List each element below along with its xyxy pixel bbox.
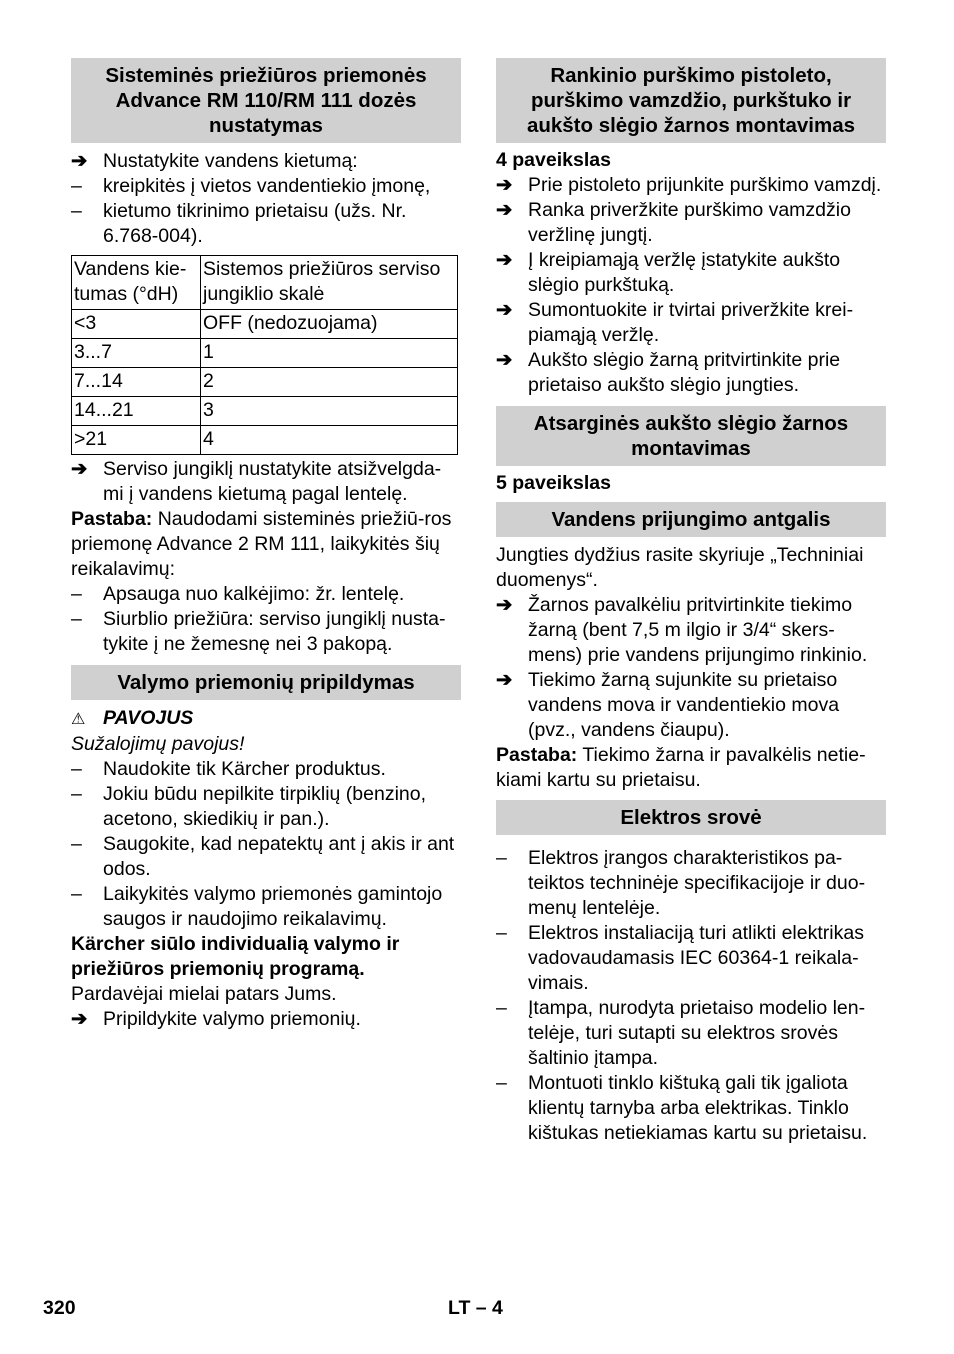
paragraph: Jungties dydžius rasite skyriuje „Techniniai duomenys“. xyxy=(496,544,864,591)
instruction-step: ➔ Ranka priveržkite purškimo vamzdžio veržlinę jungtį. xyxy=(496,199,851,246)
arrow-icon: ➔ xyxy=(496,199,513,221)
list-item: – Laikykitės valymo priemonės gamintojo saugos ir naudojimo reikalavimų. xyxy=(71,883,443,930)
warning-icon: ⚠ xyxy=(71,711,86,728)
list-item: – Siurblio priežiūra: serviso jungiklį nusta-tykite į ne žemesnę nei 3 pakopą. xyxy=(71,608,446,655)
section-marker: LT – 4 xyxy=(448,1297,503,1319)
dash-bullet: – xyxy=(71,175,82,197)
table-row: 7...14 2 xyxy=(72,368,458,397)
arrow-icon: ➔ xyxy=(496,669,513,691)
section-title-spare-hose: Atsarginės aukšto slėgio žarnos montavimas xyxy=(496,406,886,466)
arrow-icon: ➔ xyxy=(496,349,513,371)
dash-bullet: – xyxy=(71,783,82,805)
arrow-icon: ➔ xyxy=(496,299,513,321)
arrow-icon: ➔ xyxy=(71,1008,88,1030)
instruction-step: ➔ Pripildykite valymo priemonių. xyxy=(71,1008,361,1030)
instruction-step: ➔ Serviso jungiklį nustatykite atsižvelgda-mi į vandens kietumą pagal lentelę. xyxy=(71,458,442,505)
list-item: – Įtampa, nurodyta prietaiso modelio len-telėje, turi sutapti su elektros srovės šaltinio įtampa. xyxy=(496,997,866,1069)
table-header-scale: Sistemos priežiūros serviso jungiklio skalė xyxy=(201,256,458,310)
note: Pastaba: Tiekimo žarna ir pavalkėlis netie-kiami kartu su prietaisu. xyxy=(496,744,866,791)
list-item: – Elektros instaliaciją turi atlikti elektrikas vadovaudamasis IEC 60364-1 reikala-vimais. xyxy=(496,922,864,994)
list-item: – kreipkitės į vietos vandentiekio įmonę, xyxy=(71,175,431,197)
dash-bullet: – xyxy=(71,608,82,630)
section-title-water-connection: Vandens prijungimo antgalis xyxy=(496,502,886,537)
dash-bullet: – xyxy=(71,883,82,905)
instruction-step: ➔ Žarnos pavalkėliu pritvirtinkite tiekimo žarną (bent 7,5 m ilgio ir 3/4“ skers-mens) prie vandens prijungimo rinkinio. xyxy=(496,594,868,666)
table-row: 14...21 3 xyxy=(72,397,458,426)
note: Pastaba: Naudodami sisteminės priežiū-ros priemonę Advance 2 RM 111, laikykitės šių reikalavimų: xyxy=(71,508,452,580)
right-column xyxy=(496,58,886,1146)
instruction-step: ➔ Nustatykite vandens kietumą: xyxy=(71,150,358,172)
table-row: >21 4 xyxy=(72,426,458,455)
dash-bullet: – xyxy=(71,758,82,780)
section-title-dosage: Sisteminės priežiūros priemonės Advance RM 110/RM 111 dozės nustatymas xyxy=(71,58,461,143)
bold-statement: Kärcher siūlo individualią valymo ir priežiūros priemonių programą. xyxy=(71,933,400,980)
instruction-step: ➔ Aukšto slėgio žarną pritvirtinkite prie prietaiso aukšto slėgio jungties. xyxy=(496,349,841,396)
list-item: – Montuoti tinklo kištuką gali tik įgaliota klientų tarnyba arba elektrikas. Tinklo kištukas netiekiamas kartu su prietaisu. xyxy=(496,1072,868,1144)
list-item: – Naudokite tik Kärcher produktus. xyxy=(71,758,386,780)
list-item: – Saugokite, kad nepatektų ant į akis ir ant odos. xyxy=(71,833,455,880)
figure-reference: 5 paveikslas xyxy=(496,472,611,494)
arrow-icon: ➔ xyxy=(71,150,88,172)
dash-bullet: – xyxy=(496,847,507,869)
section-title-electric: Elektros srovė xyxy=(496,800,886,835)
left-column xyxy=(71,58,461,1032)
hardness-table xyxy=(71,255,458,455)
arrow-icon: ➔ xyxy=(71,458,88,480)
warning-subtitle: Sužalojimų pavojus! xyxy=(71,733,245,755)
dash-bullet: – xyxy=(496,1072,507,1094)
page-number: 320 xyxy=(43,1297,76,1319)
dash-bullet: – xyxy=(496,922,507,944)
table-row: 3...7 1 xyxy=(72,339,458,368)
list-item: – Jokiu būdu nepilkite tirpiklių (benzino, acetono, skiedikių ir pan.). xyxy=(71,783,427,830)
section-title-assembly: Rankinio purškimo pistoleto, purškimo vamzdžio, purkštuko ir aukšto slėgio žarnos montavimas xyxy=(496,58,886,143)
arrow-icon: ➔ xyxy=(496,249,513,271)
list-item: – Apsauga nuo kalkėjimo: žr. lentelę. xyxy=(71,583,405,605)
instruction-step: ➔ Į kreipiamąją veržlę įstatykite aukšto slėgio purkštuką. xyxy=(496,249,841,296)
table-header-row xyxy=(72,256,458,310)
section-title-cleaning: Valymo priemonių pripildymas xyxy=(71,665,461,700)
dash-bullet: – xyxy=(496,997,507,1019)
table-row: <3 OFF (nedozuojama) xyxy=(72,310,458,339)
arrow-icon: ➔ xyxy=(496,174,513,196)
dash-bullet: – xyxy=(71,583,82,605)
list-item: – kietumo tikrinimo prietaisu (užs. Nr. 6.768-004). xyxy=(71,200,407,247)
figure-reference: 4 paveikslas xyxy=(496,149,611,171)
instruction-step: ➔ Tiekimo žarną sujunkite su prietaiso vandens mova ir vandentiekio mova (pvz., vandens čiaupu). xyxy=(496,669,840,741)
instruction-step: ➔ Prie pistoleto prijunkite purškimo vamzdį. xyxy=(496,174,882,196)
paragraph: Pardavėjai mielai patars Jums. xyxy=(71,983,337,1005)
table-header-hardness: Vandens kie-tumas (°dH) xyxy=(72,256,201,310)
arrow-icon: ➔ xyxy=(496,594,513,616)
dash-bullet: – xyxy=(71,200,82,222)
list-item: – Elektros įrangos charakteristikos pa-teiktos techninėje specifikacijoje ir duo-menų lentelėje. xyxy=(496,847,866,919)
dash-bullet: – xyxy=(71,833,82,855)
warning-heading: ⚠ PAVOJUS xyxy=(71,706,461,732)
instruction-step: ➔ Sumontuokite ir tvirtai priveržkite krei-piamąją veržlę. xyxy=(496,299,854,346)
